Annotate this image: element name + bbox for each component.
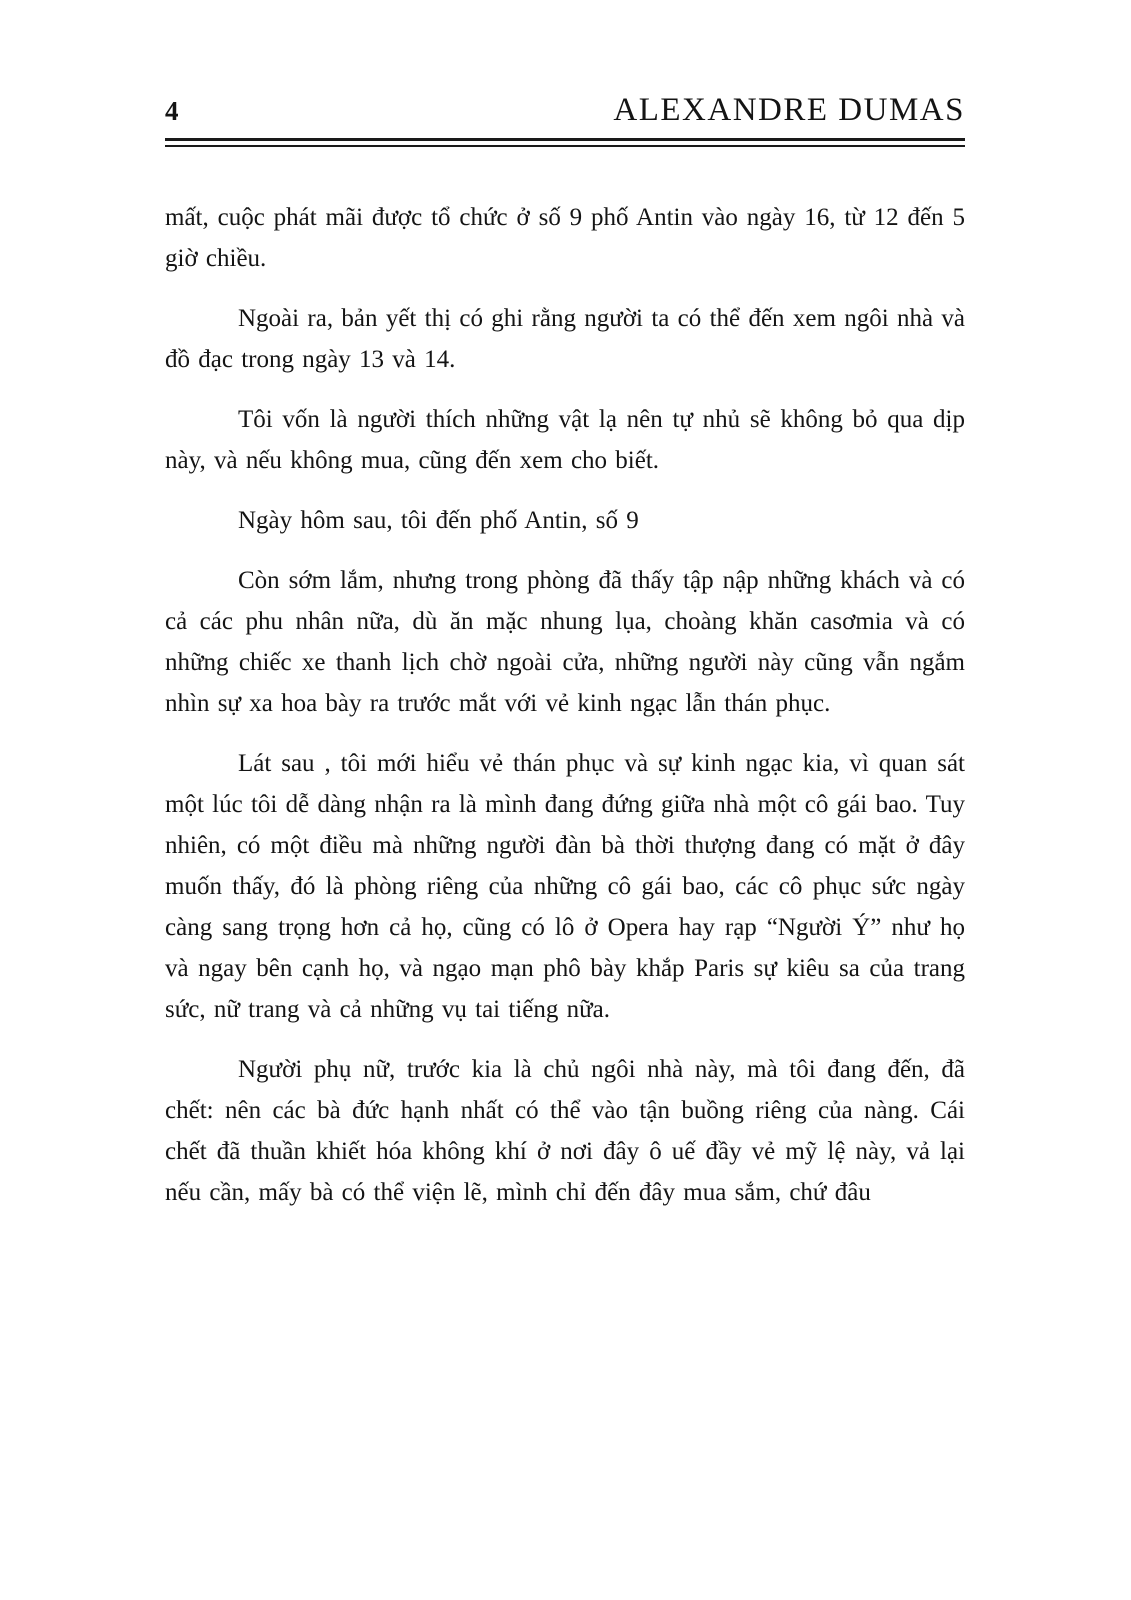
paragraph: Ngoài ra, bản yết thị có ghi rằng người ta có thể đến xem ngôi nhà và đồ đạc trong ngày 13 và 14. bbox=[165, 305, 965, 373]
paragraph: Tôi vốn là người thích những vật lạ nên tự nhủ sẽ không bỏ qua dịp này, và nếu không mua, cũng đến xem cho biết. bbox=[165, 406, 965, 474]
page-number: 4 bbox=[165, 96, 179, 126]
paragraph: mất, cuộc phát mãi được tổ chức ở số 9 phố Antin vào ngày 16, từ 12 đến 5 giờ chiều. bbox=[165, 204, 965, 272]
body-text bbox=[165, 197, 965, 1213]
paragraph: Còn sớm lắm, nhưng trong phòng đã thấy tập nập những khách và có cả các phu nhân nữa, dù ăn mặc nhung lụa, choàng khăn casơmia và có những chiếc xe thanh lịch chờ ngoài cửa, những người này cũng vẫn ngắm nhìn sự xa hoa bày ra trước mắt với vẻ kinh ngạc lẫn thán phục. bbox=[165, 567, 965, 717]
header-rule-divider bbox=[165, 138, 965, 147]
running-title: ALEXANDRE DUMAS bbox=[613, 92, 965, 128]
paragraph: Ngày hôm sau, tôi đến phố Antin, số 9 bbox=[238, 507, 639, 534]
page-header bbox=[165, 90, 965, 131]
paragraph: Lát sau , tôi mới hiểu vẻ thán phục và sự kinh ngạc kia, vì quan sát một lúc tôi dễ dàng nhận ra là mình đang đứng giữa nhà một cô gái bao. Tuy nhiên, có một điều mà những người đàn bà thời thượng đang có mặt ở đây muốn thấy, đó là phòng riêng của những cô gái bao, các cô phục sức ngày càng sang trọng hơn cả họ, cũng có lô ở Opera hay rạp “Người Ý” như họ và ngay bên cạnh họ, và ngạo mạn phô bày khắp Paris sự kiêu sa của trang sức, nữ trang và cả những vụ tai tiếng nữa. bbox=[165, 750, 965, 1023]
paragraph: Người phụ nữ, trước kia là chủ ngôi nhà này, mà tôi đang đến, đã chết: nên các bà đức hạnh nhất có thể vào tận buồng riêng của nàng. Cái chết đã thuần khiết hóa không khí ở nơi đây ô uế đầy vẻ mỹ lệ này, vả lại nếu cần, mấy bà có thể viện lẽ, mình chỉ đến đây mua sắm, chứ đâu bbox=[165, 1056, 965, 1206]
